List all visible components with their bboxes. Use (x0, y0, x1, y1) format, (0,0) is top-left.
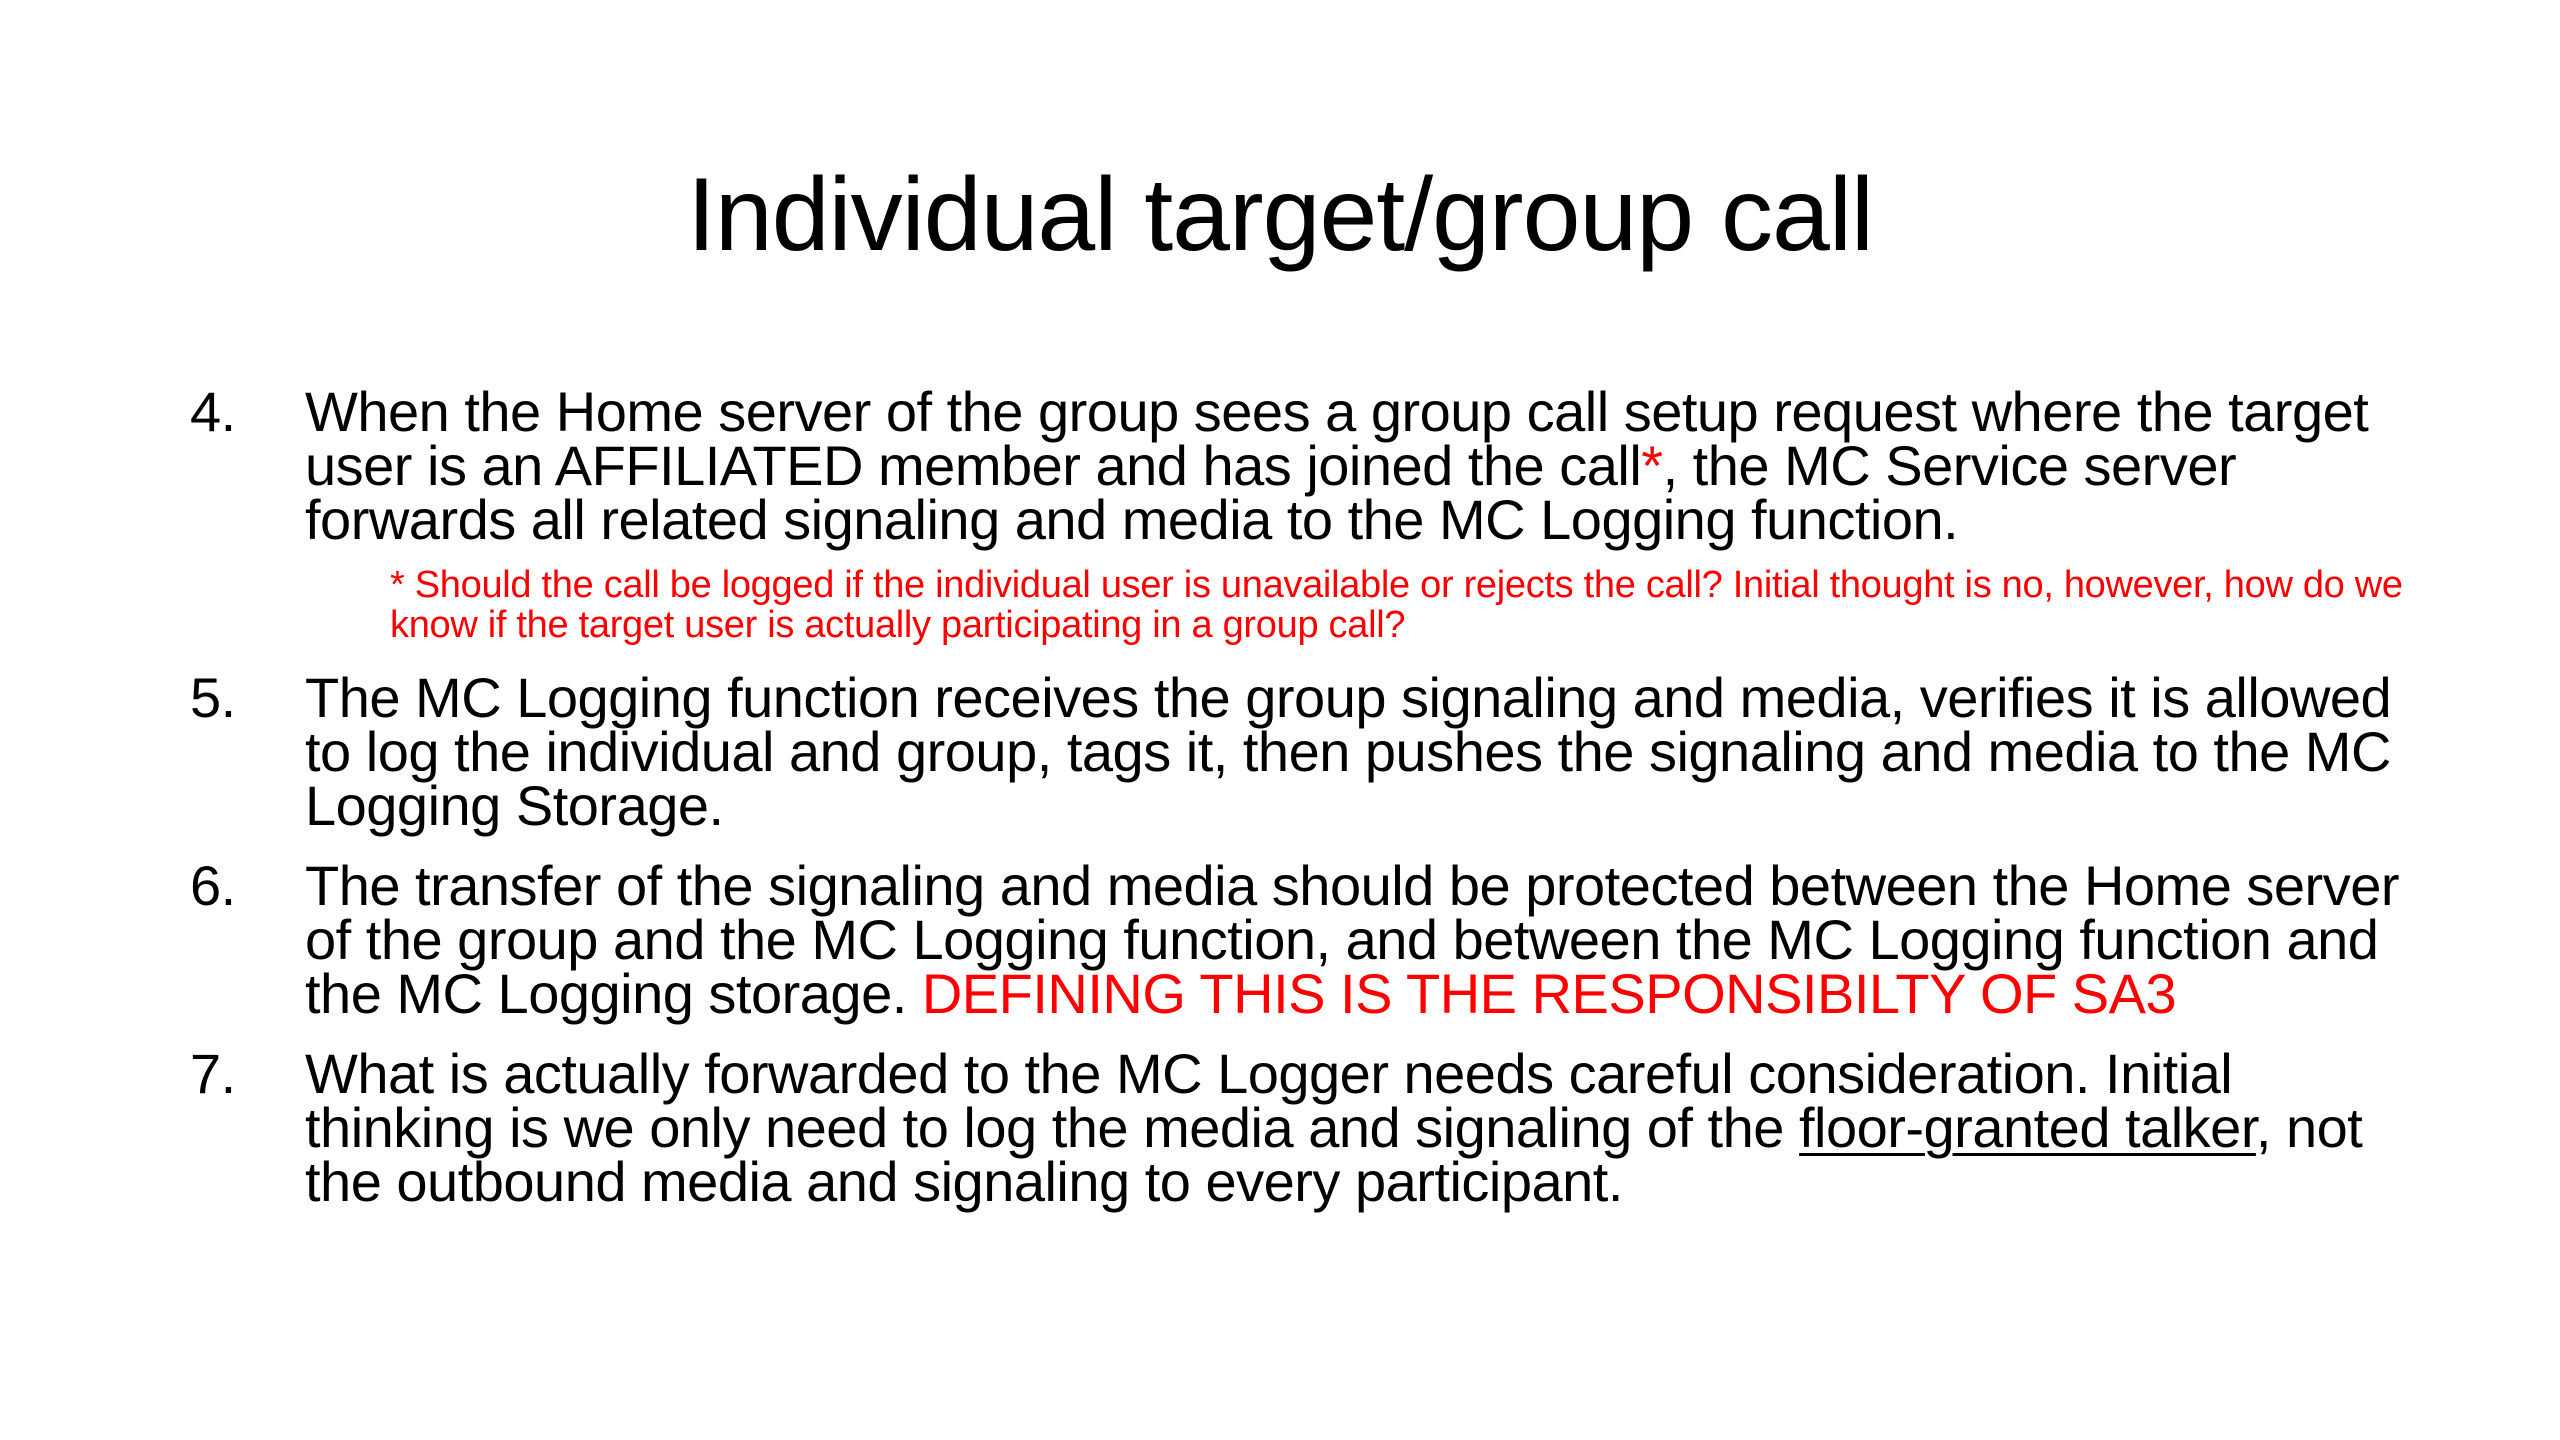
responsibility-highlight: DEFINING THIS IS THE RESPONSIBILTY OF SA3 (921, 962, 2177, 1025)
item-text: What is actually forwarded to the MC Logger needs careful consideration. Initial thinking is we only need to log the media and signaling of the (305, 1042, 2233, 1159)
item-text-cont: , not the outbound media and signaling to every participant. (305, 1096, 2363, 1213)
item-number: 6. (190, 854, 236, 917)
list-item-4 (190, 380, 2420, 646)
footnote-note: * Should the call be logged if the individual user is unavailable or rejects the call? Initial thought is no, however, how do we know if the target user is actually participating in a group call? (390, 564, 2403, 646)
item-number: 7. (190, 1042, 236, 1105)
item-number: 4. (190, 380, 236, 443)
list-item-6 (190, 854, 2420, 1025)
slide-title: Individual target/group call (686, 157, 1874, 273)
list-item-5 (190, 666, 2420, 837)
item-text: The transfer of the signaling and media should be protected between the Home server of the group and the MC Logging function, and between the MC Logging function and the MC Logging storage. (305, 854, 2399, 1025)
item-text-cont: , the MC Service server forwards all related signaling and media to the MC Logging function. (305, 434, 2237, 551)
underlined-term: floor-granted talker (1798, 1096, 2256, 1159)
bullet-list (190, 380, 2420, 1235)
item-text: When the Home server of the group sees a group call setup request where the target user is an AFFILIATED member and has joined the call (305, 380, 2369, 497)
item-text: The MC Logging function receives the group signaling and media, verifies it is allowed to log the individual and group, tags it, then pushes the signaling and media to the MC Logging Storage. (305, 666, 2392, 837)
item-number: 5. (190, 666, 236, 729)
footnote-star: * (1641, 434, 1663, 497)
list-item-7 (190, 1042, 2420, 1213)
